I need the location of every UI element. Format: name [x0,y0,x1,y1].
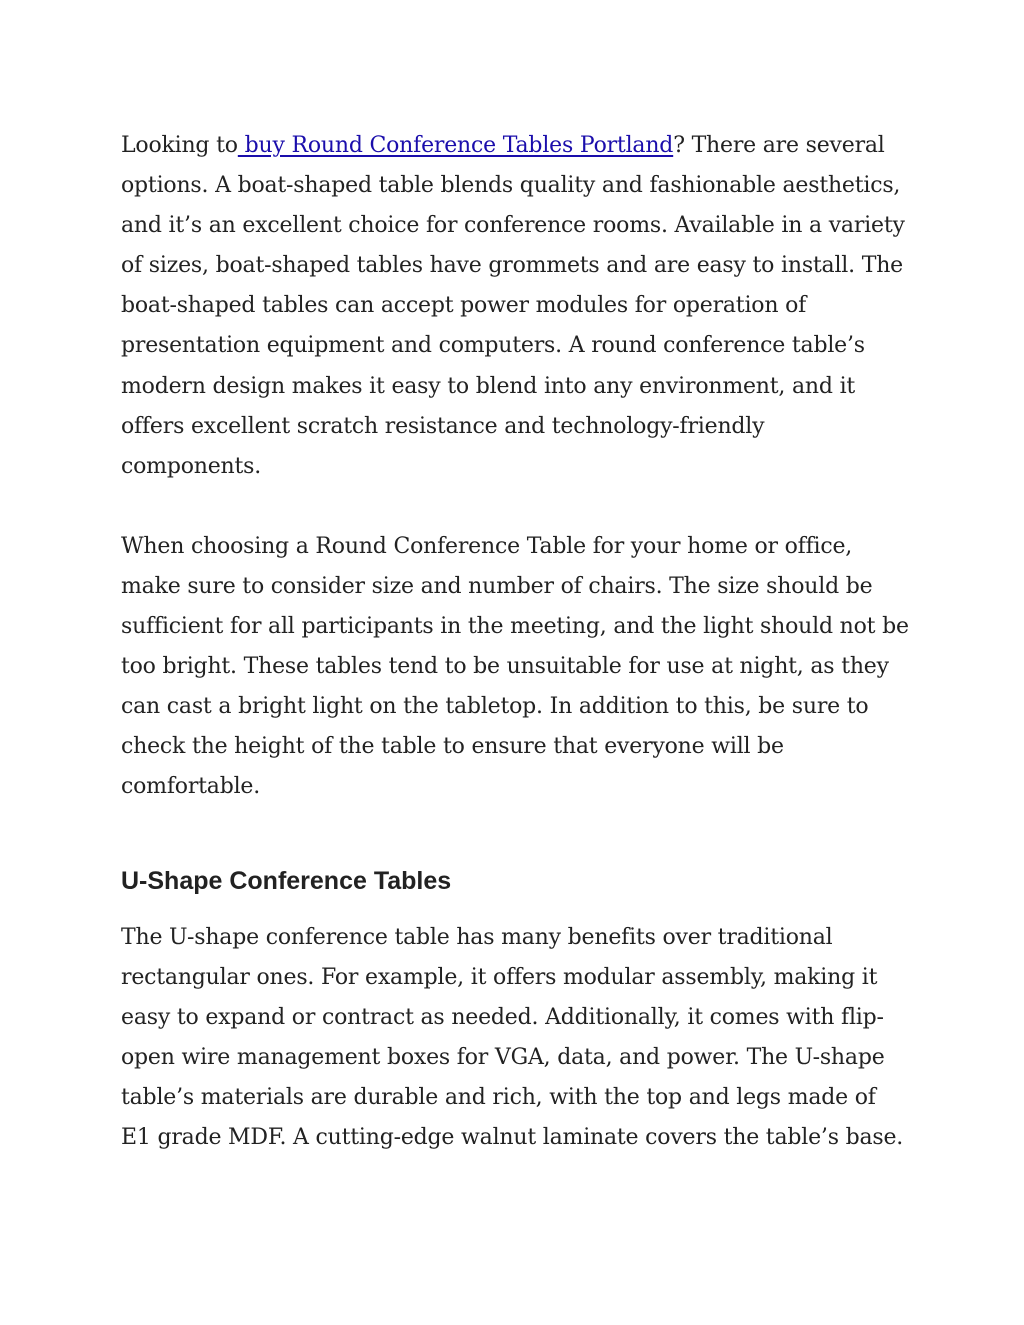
u-shape-paragraph: The U-shape conference table has many benefits over traditional rectangular ones. For example, it offers modular assembly, making it easy to expand or contract as needed. Additionally, it comes with flip-open wire management boxes for VGA, data, and power. The U-shape table’s materials are durable and rich, with the top and legs made of E1 grade MDF. A cutting-edge walnut laminate covers the table’s base. [121,924,904,1150]
intro-text-start: Looking to [121,133,238,158]
choosing-paragraph: When choosing a Round Conference Table for your home or office, make sure to consider size and number of chairs. The size should be sufficient for all participants in the meeting, and the light should not be too bright. These tables tend to be unsuitable for use at night, as they can cast a bright light on the tabletop. In addition to this, be sure to check the height of the table to ensure that everyone will be comfortable. [121,533,909,800]
section-heading: U-Shape Conference Tables [121,866,452,895]
intro-paragraph [121,126,911,487]
intro-text-rest: ? There are several options. A boat-shaped table blends quality and fashionable aesthetics, and it’s an excellent choice for conference rooms. Available in a variety of sizes, boat-shaped tables have grommets and are easy to install. The boat-shaped tables can accept power modules for operation of presentation equipment and computers. A round conference table’s modern design makes it easy to blend into any environment, and it offers excellent scratch resistance and technology-friendly components. [121,133,905,479]
document-page [121,126,911,1158]
round-conference-tables-link[interactable]: buy Round Conference Tables Portland [237,133,674,158]
